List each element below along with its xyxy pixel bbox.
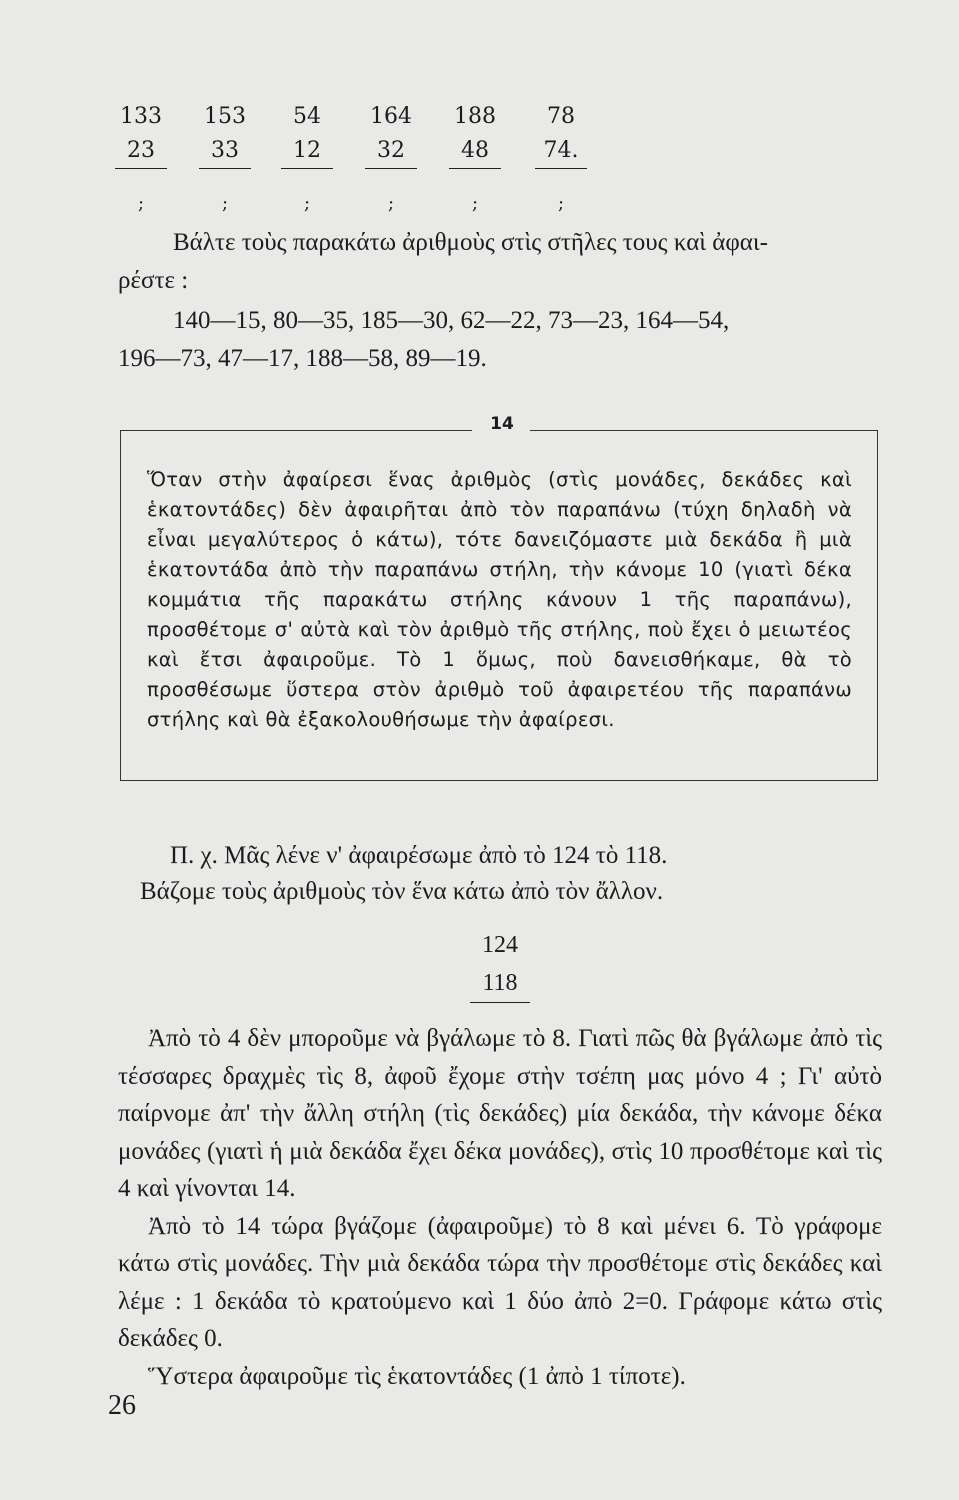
problem-subtrahend: 74. <box>535 134 587 169</box>
exercise-line: 196—73, 47—17, 188—58, 89—19. <box>118 345 487 372</box>
problem-minuend: 164 <box>370 104 412 129</box>
instruction-text <box>118 224 878 300</box>
example-line: Π. χ. Μᾶς λένε ν' ἀφαιρέσωμε ἀπὸ τὸ 124 τὸ 118. <box>170 842 668 869</box>
problem-subtrahend: 23 <box>115 134 167 169</box>
problem-3 <box>278 100 336 221</box>
problem-minuend: 188 <box>454 104 496 129</box>
explanation-paragraph: Ἀπὸ τὸ 14 τώρα βγάζομε (ἀφαιροῦμε) τὸ 8 καὶ μένει 6. Τὸ γράφομε κάτω στὶς μονάδες. Τὴν μιὰ δεκάδα τώρα τὴν προσθέτομε στὶς δεκάδες καὶ λέμε : 1 δεκάδα τὸ κρατούμενο καὶ 1 δύο ἀπὸ 2=0. Γράφομε κάτω στὶς δεκάδες 0. <box>118 1212 882 1352</box>
problem-subtrahend: 32 <box>365 134 417 169</box>
explanation-text <box>118 1020 882 1395</box>
instruction-line: Βάλτε τοὺς παρακάτω ἀριθμοὺς στὶς στῆλες τους καὶ ἀφαι- <box>173 229 768 256</box>
explanation-paragraph: Ἀπὸ τὸ 4 δὲν μποροῦμε νὰ βγάλωμε τὸ 8. Γιατὶ πῶς θὰ βγάλωμε ἀπὸ τὶς τέσσαρες δραχμὲς τὶς 8, ἀφοῦ ἔχομε στὴν τσέπη μας μόνο 4 ; Γι' αὐτὸ παίρνομε ἀπ' τὴν ἄλλη στήλη (τὶς δεκάδες) μία δεκάδα, τὴν κάνομε δέκα μονάδες (γιατὶ ἡ μιὰ δεκάδα ἔχει δέκα μονάδες), στὶς 10 προσθέτομε καὶ τὶς 4 καὶ γίνονται 14. <box>118 1025 882 1202</box>
subtraction-problems <box>112 100 592 220</box>
problem-result: ; <box>557 193 565 214</box>
calc-subtrahend: 118 <box>470 964 530 1003</box>
problem-minuend: 153 <box>204 104 246 129</box>
problem-result: ; <box>137 193 145 214</box>
problem-1 <box>112 100 170 221</box>
problem-4 <box>362 100 420 221</box>
exercise-list <box>118 302 878 378</box>
rule-text: Ὅταν στὴν ἀφαίρεσι ἕνας ἀριθμὸς (στὶς μονάδες, δεκάδες καὶ ἑκατοντάδες) δὲν ἀφαιρῆται ἀπὸ τὸν παραπάνω (τύχη δηλαδὴ νὰ εἶναι μεγαλύτερος ὁ κάτω), τότε δανειζόμαστε μιὰ δεκάδα ἢ μιὰ ἑκατοντάδα ἀπὸ τὴν παραπάνω στήλη, τὴν κάνομε 10 (γιατὶ δέκα κομμάτια τῆς παρακάτω στήλης κάνουν 1 τῆς παραπάνω), προσθέτομε σ' αὐτὰ καὶ τὸν ἀριθμὸ τῆς στήλης, ποὺ ἔχει ὁ μειωτέος καὶ ἔτσι ἀφαιροῦμε. Τὸ 1 ὅμως, ποὺ δανεισθήκαμε, θὰ τὸ προσθέσωμε ὕστερα στὸν ἀριθμὸ τοῦ ἀφαιρετέου τῆς παραπάνω στήλης καὶ θὰ ἐξακολουθήσωμε τὴν ἀφαίρεσι. <box>147 468 852 731</box>
problem-2 <box>196 100 254 221</box>
example-calculation <box>460 926 540 1003</box>
calc-minuend: 124 <box>482 932 518 958</box>
example-line: Βάζομε τοὺς ἀριθμοὺς τὸν ἕνα κάτω ἀπὸ τὸν ἄλλον. <box>140 878 664 905</box>
example-intro <box>140 838 880 910</box>
problem-minuend: 78 <box>547 104 575 129</box>
problem-5 <box>446 100 504 221</box>
problem-minuend: 54 <box>293 104 321 129</box>
explanation-paragraph: Ὕστερα ἀφαιροῦμε τὶς ἑκατοντάδες (1 ἀπὸ 1 τίποτε). <box>148 1362 686 1390</box>
problem-minuend: 133 <box>120 104 162 129</box>
instruction-line: ρέστε : <box>118 267 189 294</box>
problem-result: ; <box>471 193 479 214</box>
problem-6 <box>532 100 590 221</box>
problem-subtrahend: 48 <box>449 134 501 169</box>
problem-result: ; <box>387 193 395 214</box>
problem-subtrahend: 12 <box>281 134 333 169</box>
page-number: 26 <box>108 1390 136 1421</box>
problem-subtrahend: 33 <box>199 134 251 169</box>
problem-result: ; <box>303 193 311 214</box>
exercise-line: 140—15, 80—35, 185—30, 62—22, 73—23, 164—54, <box>173 307 730 334</box>
rule-box-number: 14 <box>490 414 514 434</box>
problem-result: ; <box>221 193 229 214</box>
